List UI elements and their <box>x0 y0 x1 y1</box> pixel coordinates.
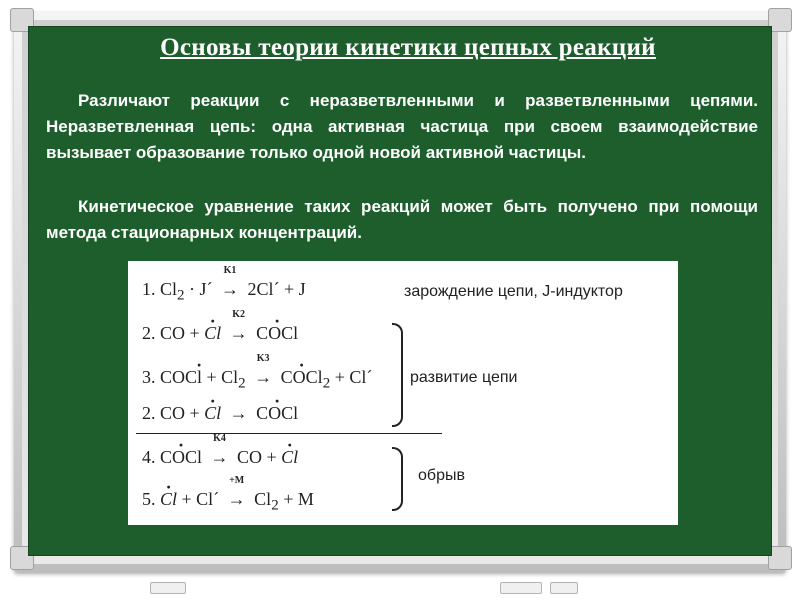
rate-constant: K2 <box>232 309 246 320</box>
radical-cl: · Cl <box>204 323 221 344</box>
eq-products: CO + <box>237 447 282 467</box>
radical-cocl: · COCl <box>160 447 202 468</box>
reaction-arrow: +M → <box>227 475 246 509</box>
brace-propagation <box>392 323 403 427</box>
marker-tray <box>40 570 760 600</box>
eq-products: + M <box>278 489 314 509</box>
paragraph-kinetic-equation: Кинетическое уравнение таких реакций может быть получено при помощи метода стационарных концентраций. <box>46 197 758 242</box>
eq-subscript: 2 <box>238 375 246 392</box>
radical-cocl2: · COCl <box>281 367 323 388</box>
rate-constant: K3 <box>256 353 270 364</box>
brace-termination <box>392 447 403 511</box>
note-propagation: развитие цепи <box>410 369 518 386</box>
radical-cocl: · COCl <box>256 323 298 344</box>
eq-number: 5. <box>142 489 156 509</box>
equation-termination-1 <box>142 433 299 468</box>
equation-initiation <box>142 265 306 305</box>
eq-number: 4. <box>142 447 156 467</box>
eq-products: 2Cl´ + J <box>247 279 306 299</box>
paragraph-definition: Различают реакции с неразветвленными и разветвленными цепями. Неразветвленная цепь: одна активная частица при своем взаимодействие вызывает образование только одной новой активной частицы. <box>46 91 758 162</box>
eq-reactant: Cl <box>160 279 178 299</box>
eq-subscript: 2 <box>271 497 279 514</box>
eq-number: 1. <box>142 279 156 299</box>
eq-products: + Cl´ <box>330 367 373 387</box>
reaction-arrow: K3 → <box>254 353 273 387</box>
eq-number: 2. <box>142 403 156 423</box>
radical-cocl: · COCl + Cl <box>160 367 238 388</box>
rate-constant: K1 <box>223 265 237 276</box>
rate-constant: +M <box>229 475 245 486</box>
reaction-scheme-panel <box>128 261 678 525</box>
slide-title: Основы теории кинетики цепных реакций <box>160 34 656 61</box>
reaction-arrow: K2 → <box>229 309 248 343</box>
eq-subscript: 2 <box>177 287 185 304</box>
equation-propagation-3 <box>142 403 298 424</box>
radical-cl: · Cl <box>281 447 298 468</box>
chalkboard <box>28 26 772 556</box>
chalk-piece[interactable] <box>150 582 186 594</box>
note-initiation: зарождение цепи, J-индуктор <box>404 283 623 300</box>
eq-reactant: + Cl´ <box>177 489 220 509</box>
note-termination: обрыв <box>418 467 465 484</box>
radical-cl: · Cl <box>204 403 221 424</box>
equation-termination-2 <box>142 475 314 515</box>
equation-propagation-2 <box>142 353 373 393</box>
chalk-piece[interactable] <box>500 582 542 594</box>
reaction-arrow: → <box>229 403 248 423</box>
eq-number: 2. <box>142 323 156 343</box>
radical-cl: · Cl <box>160 489 177 510</box>
rate-constant: K4 <box>213 433 226 444</box>
reaction-arrow: K4 → <box>210 433 229 467</box>
eq-products: Cl <box>254 489 272 509</box>
eq-number: 3. <box>142 367 156 387</box>
eq-reactant: CO + <box>160 323 205 343</box>
chalk-piece[interactable] <box>550 582 578 594</box>
eq-subscript: 2 <box>322 375 331 392</box>
eq-reactant: CO + <box>160 403 205 423</box>
radical-cocl: · COCl <box>256 403 298 424</box>
equation-propagation-1 <box>142 309 299 344</box>
divider-line <box>136 433 442 434</box>
eq-reactant: · J´ <box>184 279 213 299</box>
reaction-arrow: K1 → <box>221 265 240 299</box>
